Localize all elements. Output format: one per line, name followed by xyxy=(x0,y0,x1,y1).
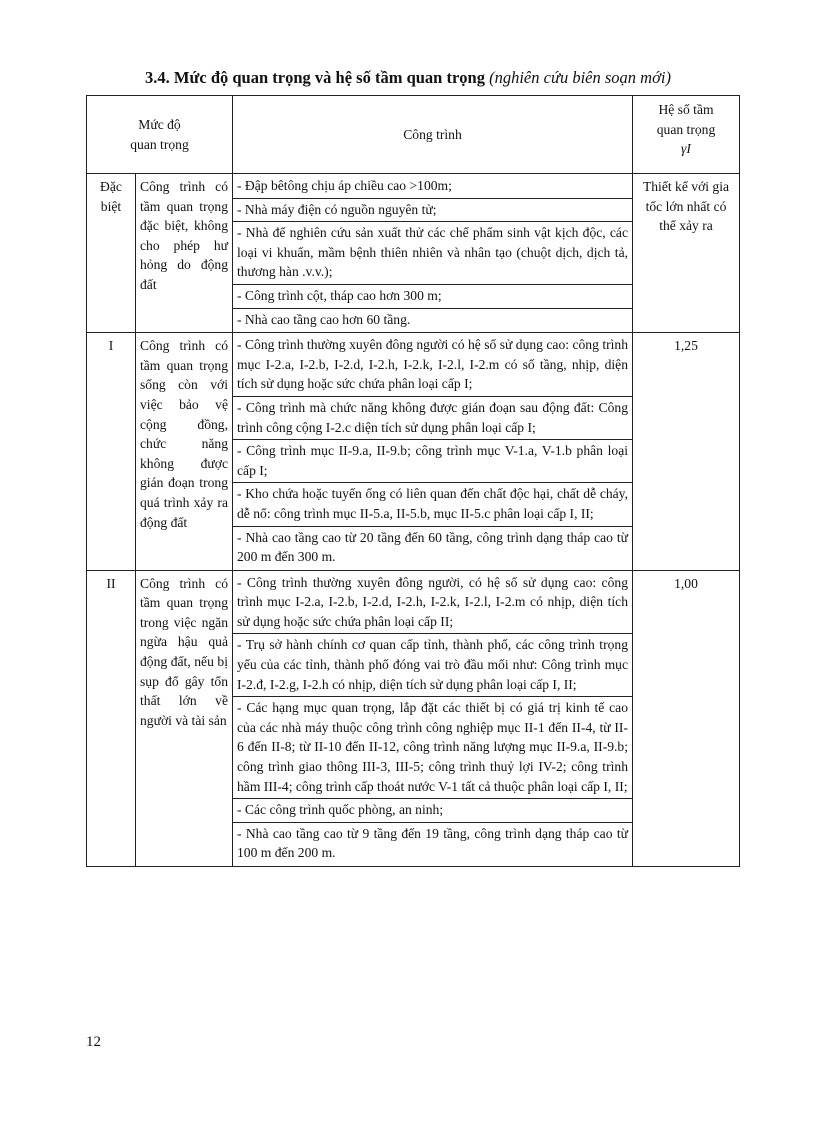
row-factor: Thiết kế với gia tốc lớn nhất có thể xảy ra xyxy=(633,174,740,333)
work-item: - Công trình thường xuyên đông người có hệ số sử dụng cao: công trình mục I-2.a, I-2.b, I-2.d, I-2.h, I-2.k, I-2.l, I-2.m có số tầng, nhịp, diện tích sử dụng hoặc sức chứa phân loại cấp I; xyxy=(233,334,632,397)
row-level: Đặc biệt xyxy=(87,174,136,333)
page-number: 12 xyxy=(86,1034,101,1050)
work-item: - Nhà cao tầng cao từ 20 tầng đến 60 tầng, công trình dạng tháp cao từ 200 m đến 300 m. xyxy=(237,529,628,565)
work-item: - Nhà máy điện có nguồn nguyên tử; xyxy=(233,199,632,223)
header-factor-label: Hệ số tầm quan trọng xyxy=(656,102,716,137)
work-item: - Công trình mục II-9.a, II-9.b; công trình mục V-1.a, V-1.b phân loại cấp I; xyxy=(233,440,632,483)
work-item: - Các công trình quốc phòng, an ninh; xyxy=(233,799,632,823)
work-item: - Nhà cao tầng cao từ 9 tầng đến 19 tầng, công trình dạng tháp cao từ 100 m đến 200 m. xyxy=(237,825,628,861)
work-item: - Nhà để nghiên cứu sản xuất thử các chế phẩm sinh vật kịch độc, các loại vi khuẩn, mầm bệnh thiên nhiên và nhân tạo (chuột dịch, dịch tả, thương hàn .v.v.); xyxy=(233,222,632,285)
header-factor xyxy=(633,96,740,174)
importance-table xyxy=(86,95,740,867)
row-level: I xyxy=(87,333,136,571)
header-works-label: Công trình xyxy=(403,126,462,142)
section-title xyxy=(0,68,816,88)
table-row xyxy=(87,570,740,866)
table-header-row xyxy=(87,96,740,174)
work-item: - Công trình thường xuyên đông người, có hệ số sử dụng cao: công trình mục I-2.a, I-2.b, I-2.d, I-2.h, I-2.k, I-2.l, I-2.m có nhịp, diện tích sử dụng hoặc sức chứa phân loại cấp II; xyxy=(233,572,632,635)
section-title-subtitle: (nghiên cứu biên soạn mới) xyxy=(489,68,671,87)
header-works xyxy=(233,96,633,174)
header-factor-symbol: γI xyxy=(681,141,691,157)
row-description: Công trình có tầm quan trọng đặc biệt, không cho phép hư hỏng do động đất xyxy=(136,174,233,333)
work-item: - Đập bêtông chịu áp chiều cao >100m; xyxy=(233,175,632,199)
table-row xyxy=(87,174,740,333)
work-item: - Kho chứa hoặc tuyến ống có liên quan đến chất độc hại, chất dễ cháy, dễ nổ: công trình mục II-5.a, II-5.b, mục II-5.c phân loại cấp I, II; xyxy=(233,483,632,526)
header-importance xyxy=(87,96,233,174)
row-factor: 1,00 xyxy=(633,570,740,866)
section-title-main: 3.4. Mức độ quan trọng và hệ số tầm quan trọng xyxy=(145,68,485,87)
work-item: - Công trình mà chức năng không được gián đoạn sau động đất: Công trình công cộng I-2.c diện tích sử dụng phân loại cấp I; xyxy=(233,397,632,440)
row-level: II xyxy=(87,570,136,866)
work-item: - Nhà cao tầng cao hơn 60 tầng. xyxy=(237,311,411,327)
work-item: - Trụ sở hành chính cơ quan cấp tỉnh, thành phố, các công trình trọng yếu của các tỉnh, thành phố đóng vai trò đầu mối như: Công trình mục I-2.đ, I-2.g, I-2.h có nhịp, diện tích sử dụng phân loại cấp I, II; xyxy=(233,634,632,697)
row-works xyxy=(233,174,633,333)
row-description: Công trình có tầm quan trọng sống còn với việc bảo vệ cộng đồng, chức năng không được gián đoạn trong quá trình xảy ra động đất xyxy=(136,333,233,571)
row-factor: 1,25 xyxy=(633,333,740,571)
row-description: Công trình có tầm quan trọng trong việc ngăn ngừa hậu quả động đất, nếu bị sụp đổ gây tổn thất lớn về người và tài sản xyxy=(136,570,233,866)
table-row xyxy=(87,333,740,571)
header-importance-label: Mức độ quan trọng xyxy=(130,116,189,152)
work-item: - Công trình cột, tháp cao hơn 300 m; xyxy=(233,285,632,309)
row-works xyxy=(233,570,633,866)
row-works xyxy=(233,333,633,571)
work-item: - Các hạng mục quan trọng, lắp đặt các thiết bị có giá trị kinh tế cao của các nhà máy thuộc công trình công nghiệp mục II-1 đến II-4, từ II-6 đến II-8; từ II-10 đến II-12, công trình năng lượng mục II-9.a, II-9.b; công trình giao thông III-3, III-5; công trình thuỷ lợi IV-2; công trình hầm III-4; công trình cấp thoát nước V-1 tất cả thuộc phân loại cấp I, II; xyxy=(233,697,632,799)
